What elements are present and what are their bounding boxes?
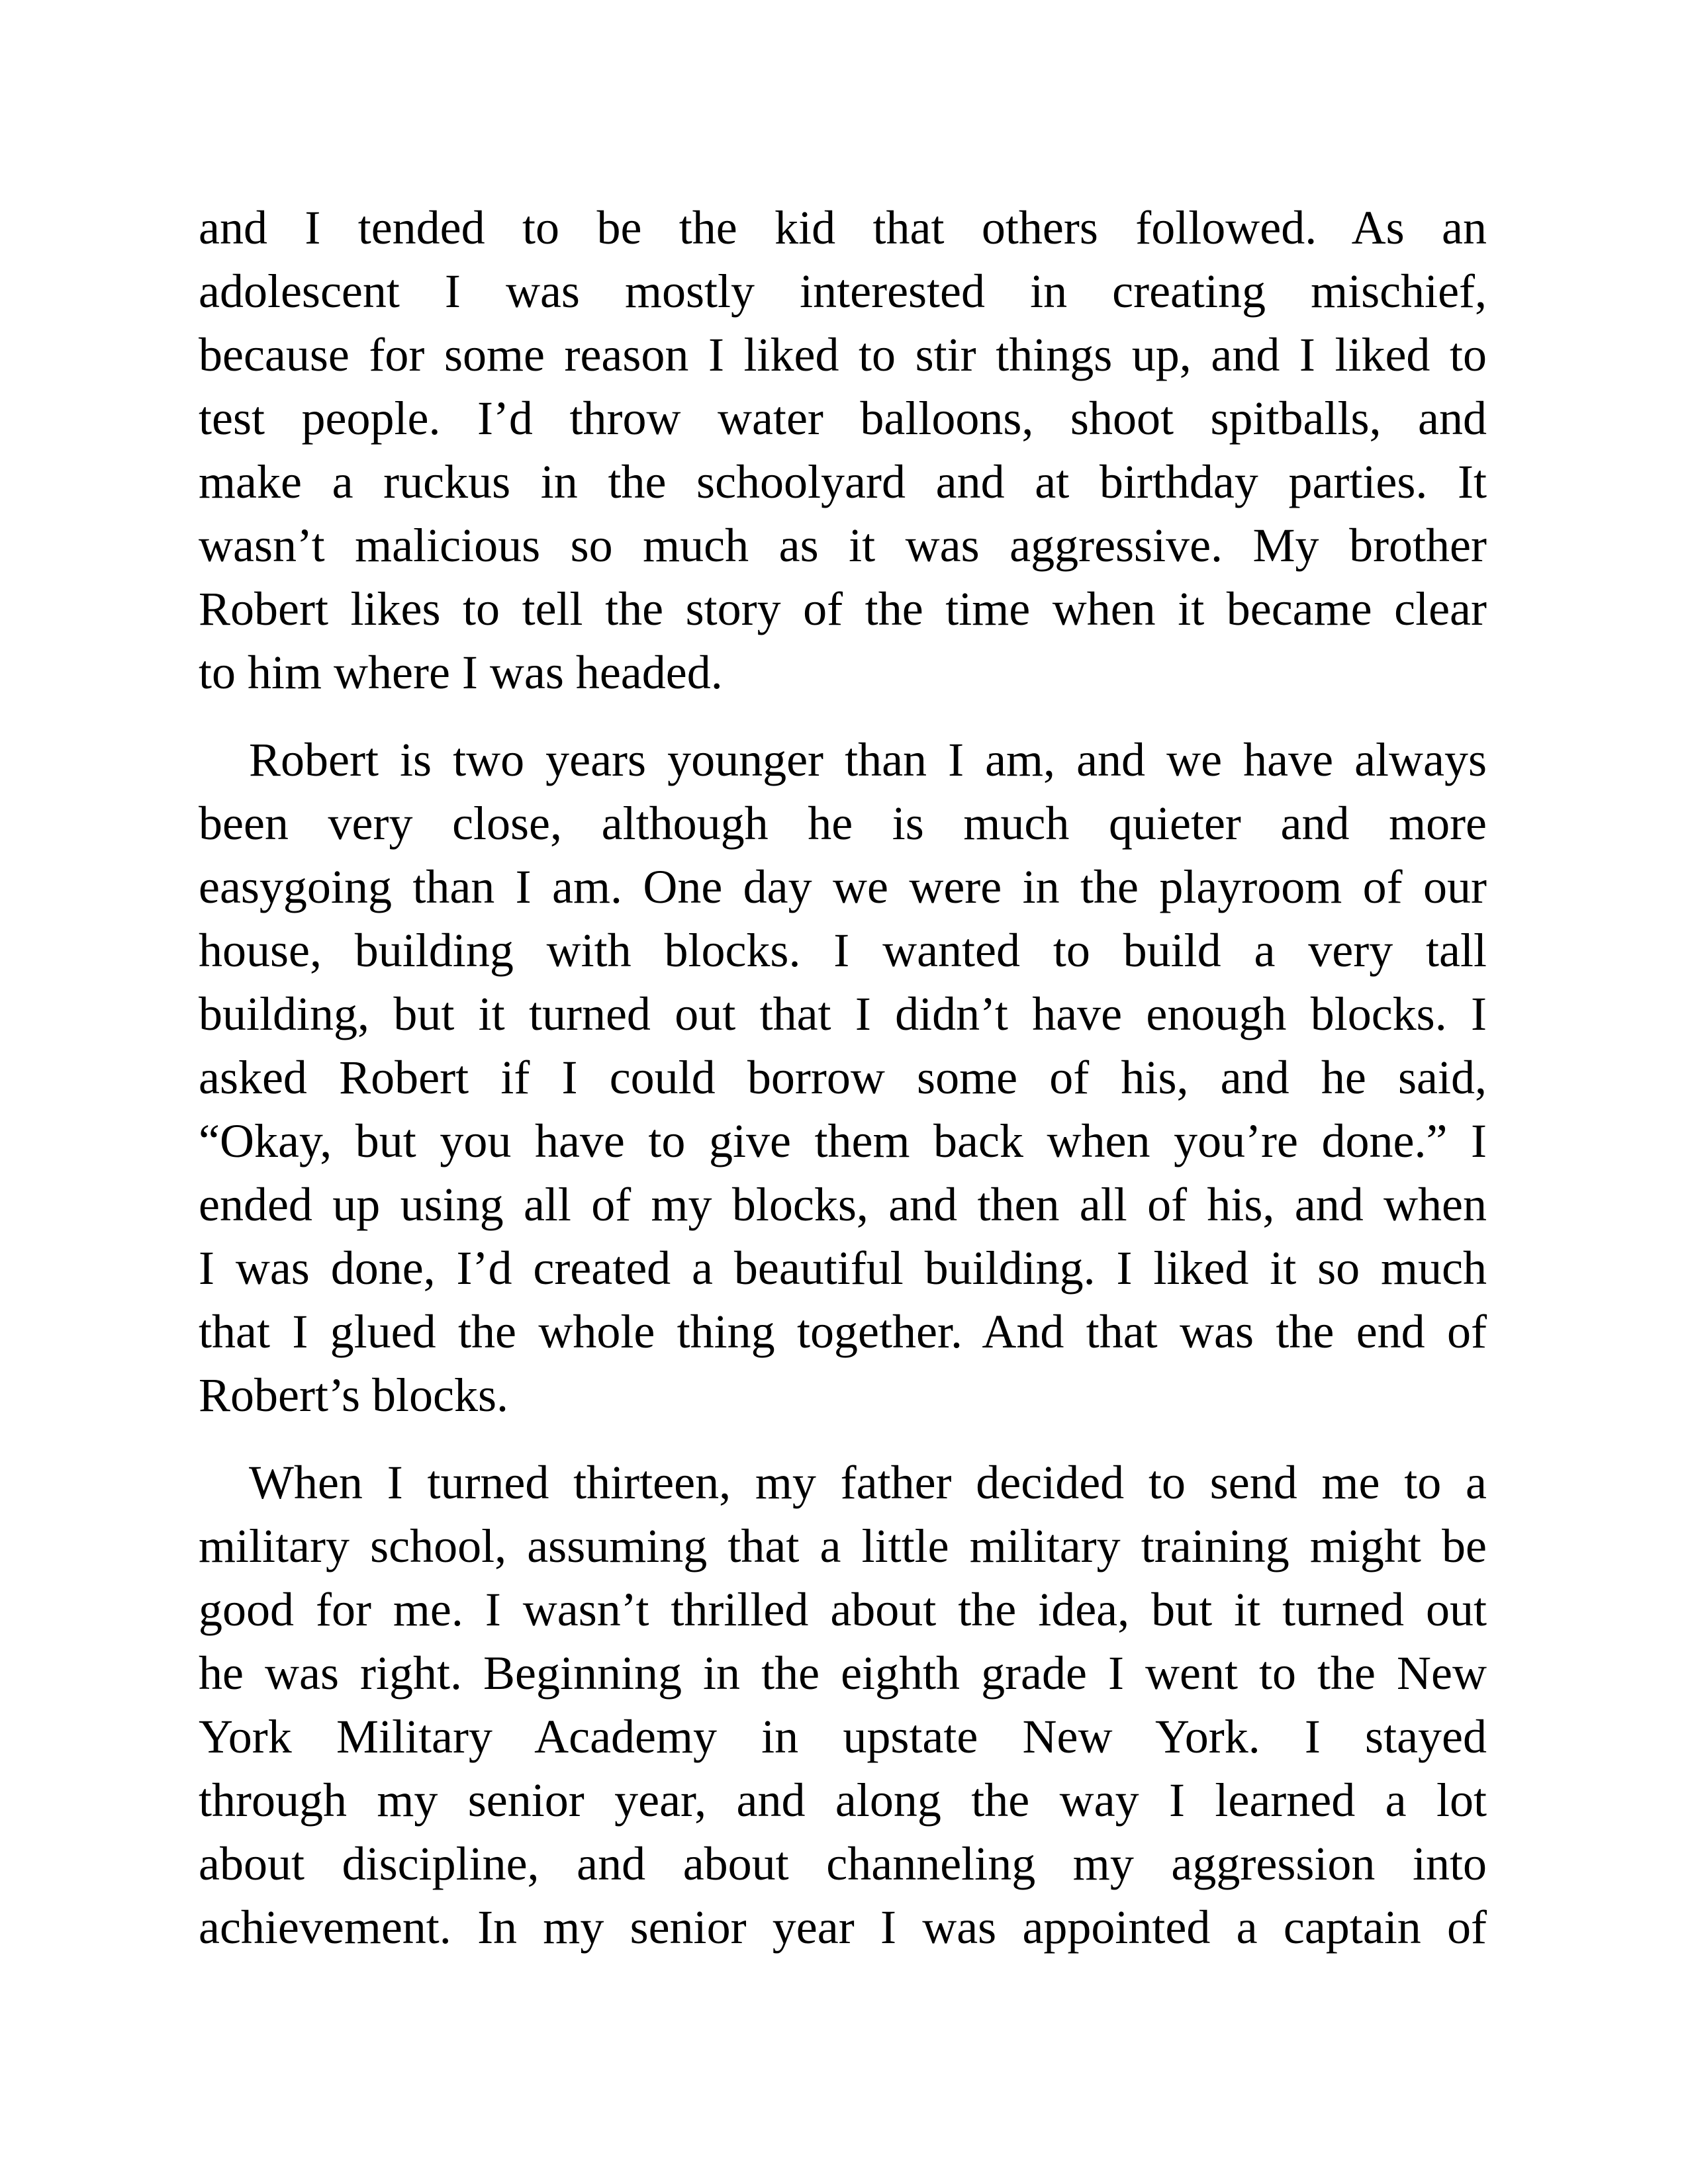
text-line: make a ruckus in the schoolyard and at birthday parties. It bbox=[199, 455, 1487, 508]
text-line: ended up using all of my blocks, and then all of his, and when bbox=[199, 1178, 1487, 1231]
text-line: Robert likes to tell the story of the time when it became clear bbox=[199, 582, 1487, 635]
text-line: good for me. I wasn’t thrilled about the idea, but it turned out bbox=[199, 1583, 1487, 1636]
text-line: house, building with blocks. I wanted to build a very tall bbox=[199, 924, 1487, 977]
text-line: and I tended to be the kid that others followed. As an bbox=[199, 201, 1487, 254]
text-line: test people. I’d throw water balloons, shoot spitballs, and bbox=[199, 392, 1487, 445]
text-line: he was right. Beginning in the eighth grade I went to the New bbox=[199, 1647, 1487, 1700]
text-line: about discipline, and about channeling my aggression into bbox=[199, 1837, 1487, 1890]
text-line: Robert is two years younger than I am, and we have always bbox=[249, 733, 1487, 786]
text-line: through my senior year, and along the way I learned a lot bbox=[199, 1774, 1487, 1827]
text-line: that I glued the whole thing together. And that was the end of bbox=[199, 1305, 1487, 1358]
text-line: to him where I was headed. bbox=[199, 646, 723, 699]
paragraph-1 bbox=[199, 196, 1487, 704]
text-line: because for some reason I liked to stir things up, and I liked to bbox=[199, 328, 1487, 381]
paragraph-3 bbox=[199, 1451, 1487, 1959]
body-text bbox=[199, 196, 1487, 1959]
text-line: York Military Academy in upstate New York. I stayed bbox=[199, 1710, 1487, 1763]
text-line: When I turned thirteen, my father decided to send me to a bbox=[249, 1456, 1487, 1509]
text-line: “Okay, but you have to give them back when you’re done.” I bbox=[199, 1115, 1487, 1167]
text-line: been very close, although he is much quieter and more bbox=[199, 797, 1487, 850]
text-line: building, but it turned out that I didn’t have enough blocks. I bbox=[199, 987, 1487, 1040]
text-line: Robert’s blocks. bbox=[199, 1369, 508, 1422]
text-line: easygoing than I am. One day we were in the playroom of our bbox=[199, 860, 1487, 913]
paragraph-2 bbox=[199, 728, 1487, 1427]
text-line: wasn’t malicious so much as it was aggressive. My brother bbox=[199, 519, 1487, 572]
text-line: achievement. In my senior year I was appointed a captain of bbox=[199, 1901, 1487, 1954]
text-line: I was done, I’d created a beautiful building. I liked it so much bbox=[199, 1242, 1487, 1295]
text-line: military school, assuming that a little military training might be bbox=[199, 1520, 1487, 1572]
text-line: adolescent I was mostly interested in creating mischief, bbox=[199, 265, 1487, 318]
text-line: asked Robert if I could borrow some of his, and he said, bbox=[199, 1051, 1487, 1104]
